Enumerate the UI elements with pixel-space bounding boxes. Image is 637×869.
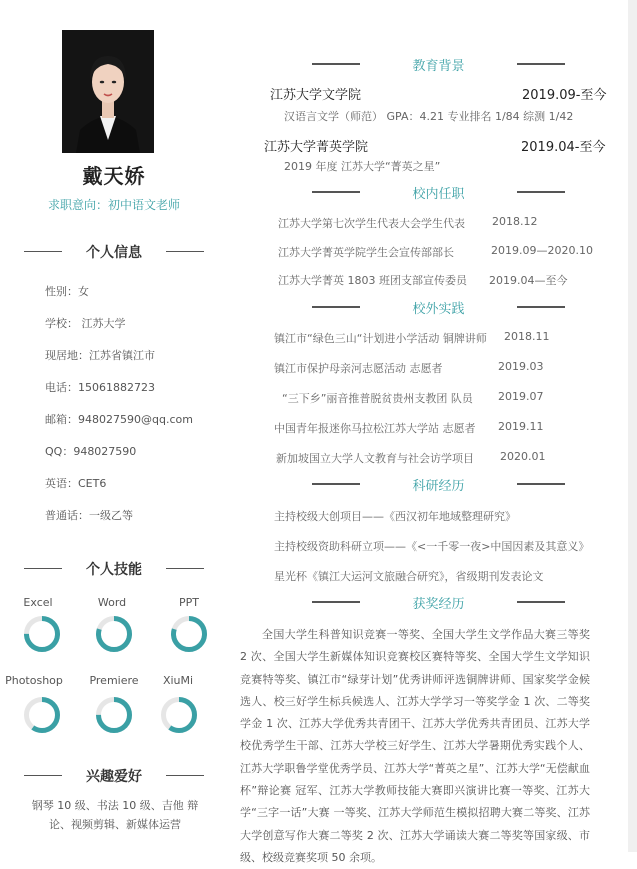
edu-detail-1: 汉语言文学（师范） GPA：4.21 专业排名 1/84 综测 1/42: [284, 110, 574, 123]
skill-label-word: Word: [97, 596, 127, 609]
practice-heading: [240, 298, 637, 317]
edu-date-2: 2019.04-至今: [521, 140, 606, 155]
divider: [517, 483, 565, 485]
skill-ring-arc: [171, 616, 207, 652]
info-location: 现居地：江苏省镇江市: [45, 349, 155, 362]
hobbies-heading: [0, 766, 228, 786]
skill-ring-arc: [24, 697, 60, 733]
skill-ring-arc: [96, 616, 132, 652]
skill-label-ppt: PPT: [179, 596, 199, 609]
skill-ring-word: [96, 616, 132, 652]
edu-date-1: 2019.09-至今: [522, 88, 607, 103]
skill-label-photoshop: Photoshop: [5, 674, 63, 687]
info-gender: 性别：女: [45, 285, 89, 298]
info-phone: 电话：15061882723: [45, 381, 155, 394]
divider: [312, 483, 360, 485]
education-heading: [240, 55, 637, 74]
research-title: 科研经历: [412, 479, 465, 494]
info-email: 邮箱：948027590@qq.com: [45, 413, 193, 426]
campus-row-3: 江苏大学菁英 1803 班团支部宣传委员: [278, 274, 467, 287]
divider: [166, 251, 204, 252]
skill-ring-arc: [24, 616, 60, 652]
divider: [24, 568, 62, 569]
skill-label-xiumi: XiuMi: [162, 674, 194, 687]
skill-ring-photoshop: [24, 697, 60, 733]
practice-title: 校外实践: [412, 302, 465, 317]
skill-label-premiere: Premiere: [89, 674, 139, 687]
candidate-name: 戴天娇: [82, 164, 146, 188]
skill-ring-excel: [24, 616, 60, 652]
divider: [24, 251, 62, 252]
job-intent: 求职意向：初中语文老师: [47, 198, 180, 212]
divider: [312, 191, 360, 193]
research-row-2: 主持校级资助科研立项——《<一千零一夜>中国因素及其意义》: [274, 540, 590, 553]
personal-info-heading: [0, 242, 228, 262]
skills-heading: [0, 559, 228, 579]
research-row-3: 星光杯《镇江大运河文旅融合研究》，省级期刊发表论文: [274, 570, 544, 583]
divider: [166, 568, 204, 569]
campus-date-3: 2019.04—至今: [489, 274, 568, 287]
divider: [312, 306, 360, 308]
profile-photo: [62, 30, 154, 153]
practice-date-4: 2019.11: [498, 420, 544, 433]
hobbies-text: 钢琴 10 级、书法 10 级、吉他 辩论、视频剪辑、新媒体运营: [31, 799, 199, 831]
awards-heading: [240, 593, 637, 612]
campus-row-1: 江苏大学第七次学生代表大会学生代表: [278, 217, 465, 230]
divider: [517, 63, 565, 65]
personal-info-title: 个人信息: [86, 245, 142, 261]
divider: [166, 775, 204, 776]
research-heading: [240, 475, 637, 494]
campus-row-2: 江苏大学菁英学院学生会宣传部部长: [278, 246, 454, 259]
practice-row-4: 中国青年报迷你马拉松江苏大学站 志愿者: [274, 422, 476, 435]
skill-label-excel: Excel: [23, 596, 53, 609]
info-school: 学校： 江苏大学: [45, 317, 126, 330]
skill-ring-xiumi: [161, 697, 197, 733]
practice-date-5: 2020.01: [500, 450, 546, 463]
campus-date-2: 2019.09—2020.10: [491, 244, 593, 257]
practice-date-1: 2018.11: [504, 330, 550, 343]
divider: [517, 306, 565, 308]
edu-school-2: 江苏大学菁英学院: [264, 140, 369, 155]
info-qq: QQ：948027590: [45, 445, 137, 458]
practice-date-2: 2019.03: [498, 360, 544, 373]
divider: [312, 601, 360, 603]
awards-title: 获奖经历: [412, 597, 465, 612]
practice-date-3: 2019.07: [498, 390, 544, 403]
divider: [24, 775, 62, 776]
skill-ring-arc: [161, 697, 197, 733]
info-english: 英语：CET6: [45, 477, 107, 490]
practice-row-5: 新加坡国立大学人文教育与社会访学项目: [276, 452, 474, 465]
left-column: [0, 0, 228, 852]
awards-text: 全国大学生科普知识竞赛一等奖、全国大学生文学作品大赛三等奖 2 次、全国大学生新媒体知识竞赛校区赛特等奖、全国大学生文学知识竞赛特等奖、镇江市“绿芽计划”优秀讲师评选铜牌讲师、国家奖学金候选人、校三好学生标兵候选人、江苏大学学习一等奖学金 1 次、二等奖学金 1 次、江苏大学优秀共青团干、江苏大学优秀共青团员、江苏大学校优秀学生干部、江苏大学校三好学生、江苏大学暑期优秀实践个人、江苏大学职鲁学堂优秀学员、江苏大学“菁英之星”、江苏大学“无偿献血杯”辩论赛 冠军、江苏大学教师技能大赛即兴演讲比赛一等奖、江苏大学“三字一话”大赛 一等奖、江苏大学师范生模拟招聘大赛二等奖、江苏大学创意写作大赛二等奖 2 次、江苏大学诵读大赛二等奖等国家级、市级、校级竞赛奖项 50 余项。: [240, 628, 590, 864]
campus-heading: [240, 183, 637, 202]
edu-school-1: 江苏大学文学院: [270, 88, 362, 103]
campus-title: 校内任职: [412, 187, 465, 202]
practice-row-3: “三下乡”丽音推普脱贫贵州支教团 队员: [282, 392, 473, 405]
skills-title: 个人技能: [86, 562, 142, 578]
skill-ring-arc: [96, 697, 132, 733]
skill-ring-ppt: [171, 616, 207, 652]
practice-row-2: 镇江市保护母亲河志愿活动 志愿者: [274, 362, 443, 375]
divider: [517, 601, 565, 603]
divider: [517, 191, 565, 193]
research-row-1: 主持校级大创项目——《西汉初年地域整理研究》: [274, 510, 516, 523]
practice-row-1: 镇江市“绿色三山“计划进小学活动 铜牌讲师: [274, 332, 487, 345]
campus-date-1: 2018.12: [492, 215, 538, 228]
education-title: 教育背景: [412, 59, 465, 74]
info-mandarin: 普通话：一级乙等: [45, 509, 133, 522]
divider: [312, 63, 360, 65]
hobbies-title: 兴趣爱好: [86, 769, 142, 785]
skill-ring-premiere: [96, 697, 132, 733]
edu-detail-2: 2019 年度 江苏大学“菁英之星”: [284, 160, 441, 173]
